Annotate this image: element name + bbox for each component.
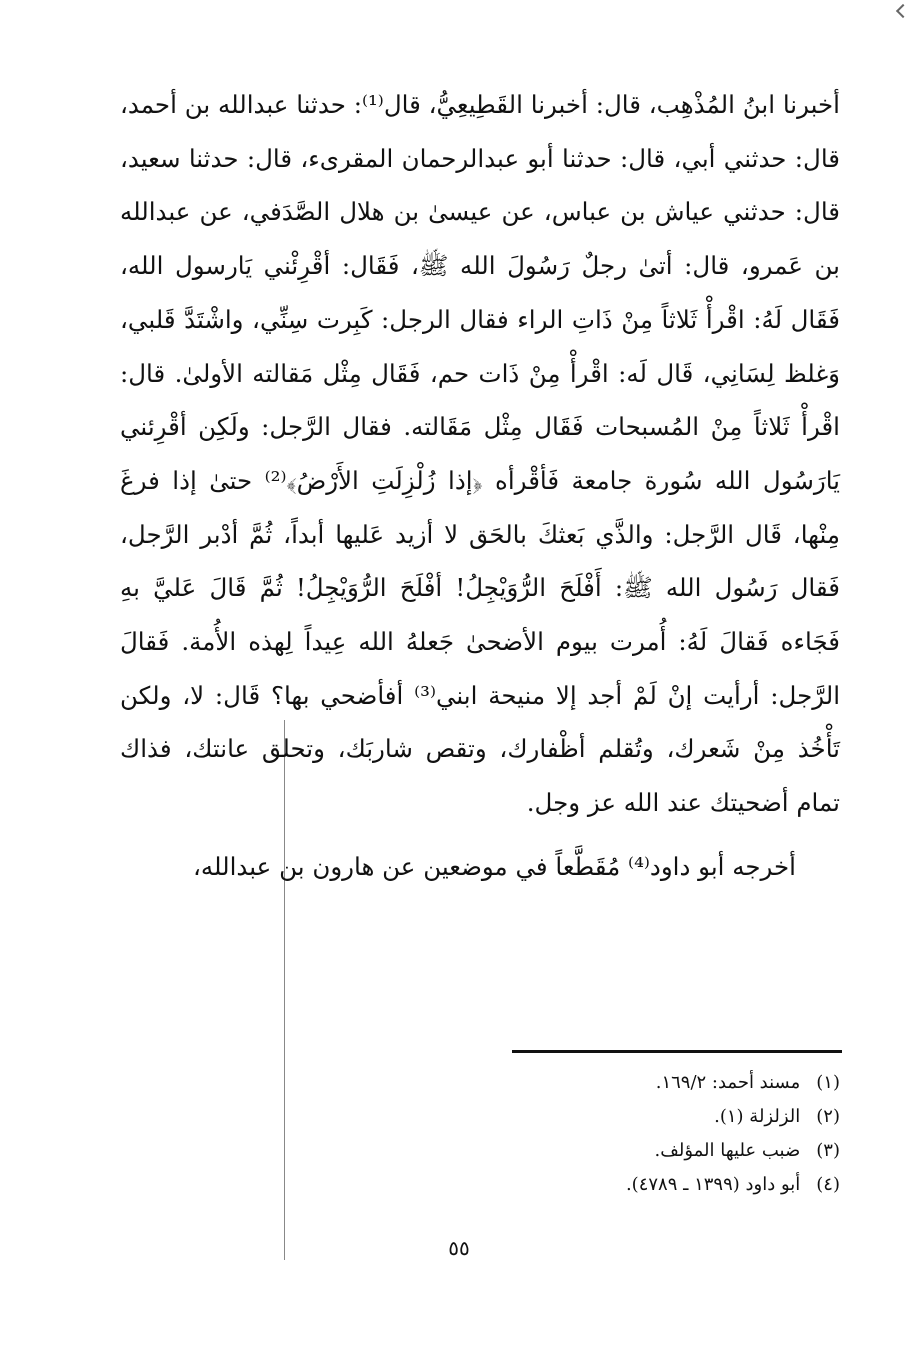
footnote-separator bbox=[512, 1050, 842, 1053]
footnote-number: (٣) bbox=[816, 1140, 840, 1161]
page-number: ٥٥ bbox=[448, 1236, 470, 1260]
body-text bbox=[120, 78, 840, 894]
footnote-text: الزلزلة (١). bbox=[714, 1106, 801, 1127]
footnote-1 bbox=[340, 1066, 840, 1100]
corner-arrow-icon bbox=[896, 4, 910, 18]
hadith-paragraph: أخبرنا ابنُ المُذْهِب، قال: أخبرنا القَطِيعِيُّ، قال⁽¹⁾: حدثنا عبدالله بن أحمد، قال: حدثني أبي، قال: حدثنا أبو عبدالرحمان المقرىء، قال: حدثنا سعيد، قال: حدثني عياش بن عباس، عن عيسىٰ بن هلال الصَّدَفي، عن عبدالله بن عَمرو، قال: أتىٰ رجلٌ رَسُولَ الله ﷺ، فَقَال: أقْرِئْني يَارسول الله، فَقَال لَهُ: اقْرأْ ثَلاثاً مِنْ ذَاتِ الراء فقال الرجل: كَبِرت سِنِّي، واشْتَدَّ قَلبي، وَغلظ لِسَانِي، قَال لَه: اقْرأْ مِنْ ذَات حم، فَقَال مِثْل مَقالته الأولىٰ. قال: اقْرأْ ثَلاثاً مِنْ المُسبحات فَقَال مِثْل مَقَالته. فقال الرَّجل: ولَكِن أقْرِئني يَارَسُول الله سُورة جامعة فَأقْرأه ﴿إذا زُلْزِلَتِ الأَرْضُ﴾⁽²⁾ حتىٰ إذا فرغَ مِنْها، قَال الرَّجل: والذَّي بَعثكَ بالحَق لا أزيد عَليها أبداً، ثُمَّ أدْبر الرَّجل، فَقال رَسُول الله ﷺ: أَفْلَحَ الرُّوَيْجِلُ! أفْلَحَ الرُّوَيْجِلُ! ثُمَّ قَالَ عَليَّ بهِ فَجَاءه فَقالَ لَهُ: أُمرت بيوم الأضحىٰ جَعلهُ الله عِيداً لِهذه الأُمة. فَقالَ الرَّجل: أرأيت إنْ لَمْ أجد إلا منيحة ابني⁽³⁾ أفأضحي بها؟ قَال: لا، ولكن تَأْخُذ مِنْ شَعرك، وتُقلم أظْفارك، وتقص شاربَك، وتحلق عانتك، فذاك تمام أضحيتك عند الله عز وجل. bbox=[120, 90, 840, 818]
takhrij-paragraph: أخرجه أبو داود⁽⁴⁾ مُقَطَّعاً في موضعين عن هارون بن عبدالله، bbox=[192, 851, 796, 881]
footnote-text: ضبب عليها المؤلف. bbox=[654, 1140, 801, 1161]
footnote-4 bbox=[340, 1168, 840, 1202]
footnote-2 bbox=[340, 1100, 840, 1134]
footnote-number: (٢) bbox=[816, 1106, 840, 1127]
footnote-text: أبو داود (١٣٩٩ ـ ٤٧٨٩). bbox=[625, 1174, 801, 1195]
footnote-text: مسند أحمد: ١٦٩/٢. bbox=[655, 1072, 801, 1093]
footnote-number: (١) bbox=[816, 1072, 840, 1093]
footnote-3 bbox=[340, 1134, 840, 1168]
footnote-number: (٤) bbox=[816, 1174, 840, 1195]
footnotes bbox=[340, 1066, 840, 1202]
